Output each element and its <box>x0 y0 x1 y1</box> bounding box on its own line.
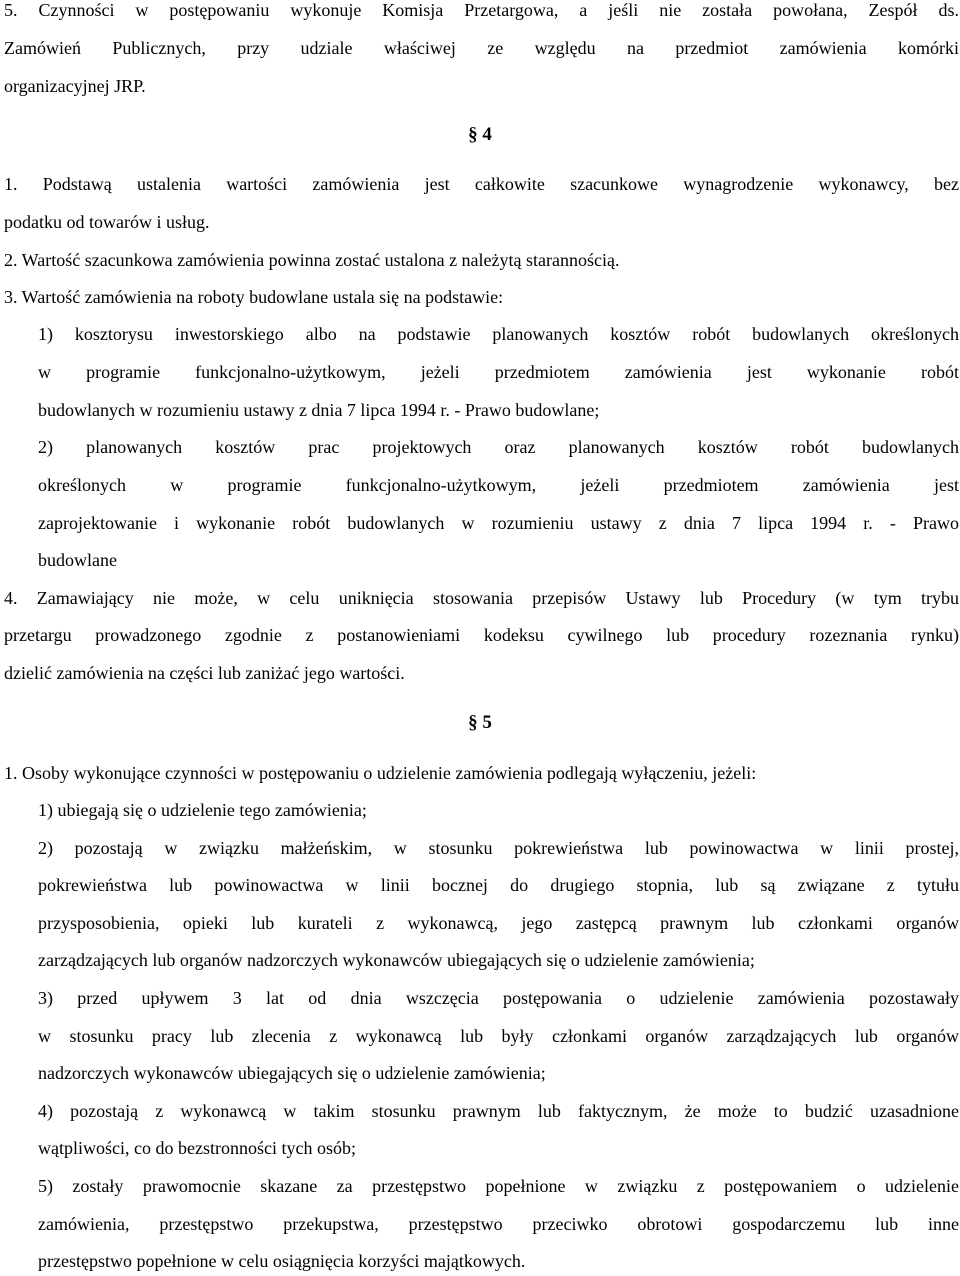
s4-point-4-line-2: przetargu prowadzonego zgodnie z postanowieniami kodeksu cywilnego lub procedury rozeznania rynku) <box>4 625 959 645</box>
s4-item-1-line-3: budowlanych w rozumieniu ustawy z dnia 7 lipca 1994 r. - Prawo budowlane; <box>38 400 600 420</box>
s5-item-2-line-2: pokrewieństwa lub powinowactwa w linii bocznej do drugiego stopnia, lub są związane z tytułu <box>38 875 959 895</box>
s5-item-2-line-1: 2) pozostają w związku małżeńskim, w stosunku pokrewieństwa lub powinowactwa w linii prostej, <box>38 838 959 858</box>
s4-point-4-line-1: 4. Zamawiający nie może, w celu uniknięcia stosowania przepisów Ustawy lub Procedury (w tym trybu <box>4 588 959 608</box>
s4-item-1-line-1: 1) kosztorysu inwestorskiego albo na podstawie planowanych kosztów robót budowlanych określonych <box>38 324 959 344</box>
paragraph-5-line-3: organizacyjnej JRP. <box>4 76 146 96</box>
s5-item-3-line-2: w stosunku pracy lub zlecenia z wykonawcą lub były członkami organów zarządzających lub organów <box>38 1026 959 1046</box>
paragraph-5-line-1: 5. Czynności w postępowaniu wykonuje Komisja Przetargowa, a jeśli nie została powołana, Zespół ds. <box>4 0 959 20</box>
section-4-heading: § 4 <box>468 124 492 145</box>
s5-item-5-line-3: przestępstwo popełnione w celu osiągnięcia korzyści majątkowych. <box>38 1251 526 1271</box>
s4-item-2-line-4: budowlane <box>38 550 117 570</box>
s5-item-4-line-2: wątpliwości, co do bezstronności tych osób; <box>38 1138 356 1158</box>
s5-item-1-line-1: 1) ubiegają się o udzielenie tego zamówienia; <box>38 800 367 820</box>
s4-item-1-line-2: w programie funkcjonalno-użytkowym, jeżeli przedmiotem zamówienia jest wykonanie robót <box>38 362 959 382</box>
s5-item-4-line-1: 4) pozostają z wykonawcą w takim stosunku prawnym lub faktycznym, że może to budzić uzasadnione <box>38 1101 959 1121</box>
s4-point-2-line-1: 2. Wartość szacunkowa zamówienia powinna zostać ustalona z należytą starannością. <box>4 250 620 270</box>
s4-item-2-line-1: 2) planowanych kosztów prac projektowych oraz planowanych kosztów robót budowlanych <box>38 437 959 457</box>
s4-point-4-line-3: dzielić zamówienia na części lub zaniżać jego wartości. <box>4 663 405 683</box>
s5-item-5-line-1: 5) zostały prawomocnie skazane za przestępstwo popełnione w związku z postępowaniem o udzielenie <box>38 1176 959 1196</box>
s4-point-1-line-1: 1. Podstawą ustalenia wartości zamówienia jest całkowite szacunkowe wynagrodzenie wykonawcy, bez <box>4 174 959 194</box>
section-5-heading: § 5 <box>468 712 492 733</box>
s4-point-1-line-2: podatku od towarów i usług. <box>4 212 210 232</box>
paragraph-5-line-2: Zamówień Publicznych, przy udziale właściwej ze względu na przedmiot zamówienia komórki <box>4 38 959 58</box>
s4-point-3-line-1: 3. Wartość zamówienia na roboty budowlane ustala się na podstawie: <box>4 287 504 307</box>
s5-point-1-line-1: 1. Osoby wykonujące czynności w postępowaniu o udzielenie zamówienia podlegają wyłączeniu, jeżeli: <box>4 763 757 783</box>
s5-item-2-line-3: przysposobienia, opieki lub kurateli z wykonawcą, jego zastępcą prawnym lub członkami organów <box>38 913 959 933</box>
s5-item-3-line-3: nadzorczych wykonawców ubiegających się o udzielenie zamówienia; <box>38 1063 546 1083</box>
s5-item-5-line-2: zamówienia, przestępstwo przekupstwa, przestępstwo przeciwko obrotowi gospodarczemu lub inne <box>38 1214 959 1234</box>
s5-item-2-line-4: zarządzających lub organów nadzorczych wykonawców ubiegających się o udzielenie zamówienia; <box>38 950 755 970</box>
s5-item-3-line-1: 3) przed upływem 3 lat od dnia wszczęcia postępowania o udzielenie zamówienia pozostawały <box>38 988 959 1008</box>
s4-item-2-line-2: określonych w programie funkcjonalno-użytkowym, jeżeli przedmiotem zamówienia jest <box>38 475 959 495</box>
s4-item-2-line-3: zaprojektowanie i wykonanie robót budowlanych w rozumieniu ustawy z dnia 7 lipca 1994 r. - Prawo <box>38 513 959 533</box>
